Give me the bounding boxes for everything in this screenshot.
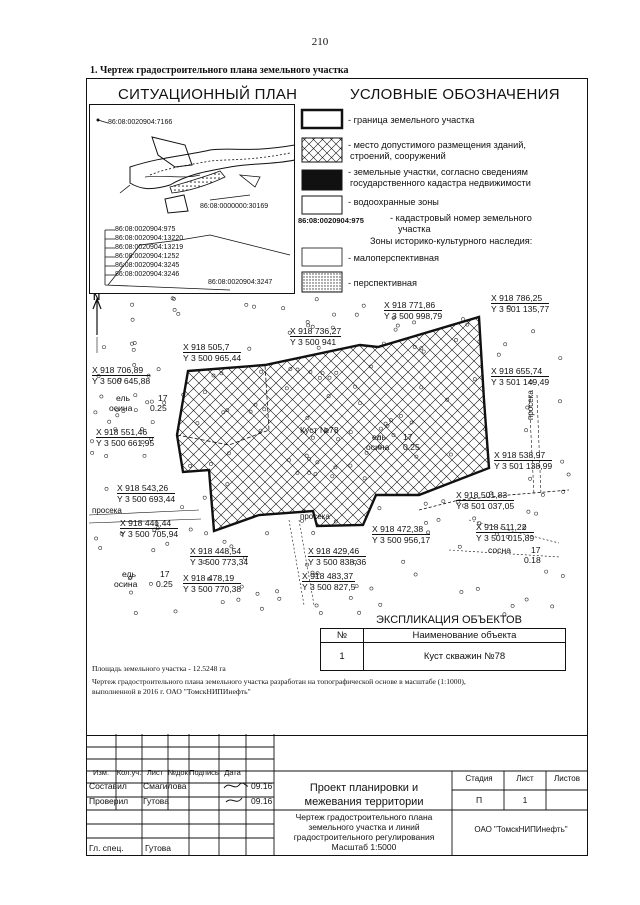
coord-label: X 918 551,46 Y 3 500 661,95 (96, 427, 155, 448)
vegetation-symbol (205, 532, 208, 535)
vegetation-symbol (189, 528, 192, 531)
explication-title: ЭКСПЛИКАЦИЯ ОБЪЕКТОВ (376, 614, 522, 626)
explication-row-name: Куст скважин №78 (364, 643, 566, 671)
coord-label: X 918 786,25 Y 3 501 135,77 (491, 293, 550, 314)
vegetation-symbol (131, 318, 134, 321)
vegetation-symbol (378, 507, 381, 510)
coord-label: X 918 655,74 Y 3 501 149,49 (491, 366, 550, 387)
vegetation-symbol (131, 303, 134, 306)
vegetation-symbol (157, 368, 160, 371)
legend-item-cadastre-1: - земельные участки, согласно сведениям (348, 167, 528, 177)
vegetation-symbol (282, 307, 285, 310)
vegetation-symbol (105, 487, 108, 490)
tree-label: ель (116, 393, 130, 403)
vegetation-symbol (149, 582, 152, 585)
explication-table (320, 628, 566, 671)
vegetation-symbol (276, 590, 279, 593)
tb-project-title (274, 781, 454, 809)
inset-label: 86:08:0020904:13220 (115, 235, 184, 242)
vegetation-symbol (370, 587, 373, 590)
north-arrow-label: N (93, 292, 101, 303)
coord-label: X 918 706,89 Y 3 500 645,88 (92, 365, 151, 386)
tree-label: сосна (488, 545, 511, 555)
vegetation-symbol (116, 414, 119, 417)
vegetation-symbol (278, 597, 281, 600)
legend-boundary-swatch (302, 110, 342, 128)
vegetation-symbol (245, 303, 248, 306)
vegetation-symbol (252, 305, 255, 308)
vegetation-symbol (545, 570, 548, 573)
legend-item-placement-2: строений, сооружений (350, 151, 446, 161)
vegetation-symbol (497, 353, 500, 356)
title-block-headers (86, 768, 274, 777)
coord-label: X 918 441,44 Y 3 500 705,94 (120, 518, 179, 539)
tb-stage-header: Стадия (465, 774, 493, 783)
legend-hatch-swatch (302, 138, 342, 162)
vegetation-symbol (535, 512, 538, 515)
vegetation-symbol (333, 313, 336, 316)
tree-label: 17 (158, 393, 168, 403)
clearing-label: просека (300, 512, 330, 521)
tb-drawing-title (274, 812, 454, 852)
legend-low-zone-swatch (302, 248, 342, 266)
vegetation-symbol (511, 604, 514, 607)
vegetation-symbol (413, 321, 416, 324)
vegetation-symbol (105, 454, 108, 457)
vegetation-symbol (312, 531, 315, 534)
tb-compiled-date: 09.16 (251, 781, 273, 791)
vegetation-symbol (134, 611, 137, 614)
vegetation-symbol (237, 598, 240, 601)
north-arrow (93, 299, 101, 335)
vegetation-symbol (99, 546, 102, 549)
tree-label: 17 (531, 545, 541, 555)
tb-compiled-name: Смагилова (143, 781, 187, 791)
coord-label: X 918 538,97 Y 3 501 138,99 (494, 450, 553, 471)
vegetation-symbol (95, 537, 98, 540)
coord-label: X 918 505,7 Y 3 500 965,44 (183, 342, 242, 363)
tree-label: 17 (160, 569, 170, 579)
vegetation-symbol (355, 313, 358, 316)
legend-cadastral-sample: 86:08:0020904:975 (298, 216, 364, 225)
vegetation-symbol (525, 598, 528, 601)
tb-organization: ОАО "ТомскНИПИнефть" (474, 825, 568, 834)
tb-header: Подпись (189, 768, 219, 777)
inset-label: 86:08:0020904:3245 (115, 262, 180, 269)
vegetation-symbol (143, 454, 146, 457)
vegetation-symbol (437, 518, 440, 521)
legend-water-zone-swatch (302, 196, 342, 214)
inset-label: 86:08:0020904:975 (115, 226, 176, 233)
vegetation-symbol (442, 500, 445, 503)
vegetation-symbol (90, 440, 93, 443)
tb-header: Лист (146, 768, 164, 777)
coord-label: X 918 543,26 Y 3 500 693,44 (117, 483, 176, 504)
vegetation-symbol (256, 592, 259, 595)
vegetation-symbol (94, 411, 97, 414)
legend-item-water-zone: - водоохранные зоны (348, 197, 439, 207)
vegetation-symbol (349, 596, 352, 599)
tb-chief-name: Гутова (145, 843, 171, 853)
vegetation-symbol (177, 312, 180, 315)
tb-header: №док. (168, 768, 190, 777)
tb-header: Изм. (92, 768, 110, 777)
vegetation-symbol (173, 308, 176, 311)
vegetation-symbol (414, 573, 417, 576)
tb-compiled-role: Составил (89, 781, 127, 791)
legend-heritage-header: Зоны историко-культурного наследия: (370, 236, 533, 246)
coord-label: X 918 448,54 Y 3 500 773,34 (190, 546, 249, 567)
tb-checked-name: Гутова (143, 796, 169, 806)
coord-label: X 918 771,86 Y 3 500 998,79 (384, 300, 443, 321)
tb-header: Кол.уч. (116, 768, 142, 777)
vegetation-symbol (108, 420, 111, 423)
signatures (220, 778, 250, 838)
legend-promising-zone-swatch (302, 272, 342, 292)
survey-note-line2: выполненной в 2016 г. ОАО "ТомскНИПИнефть" (92, 687, 251, 696)
tree-label: осина (109, 403, 133, 413)
tb-drawing-line: градостроительного регулирования (293, 832, 435, 842)
inset-label: 86:08:0020904:13219 (115, 244, 184, 251)
clearing-label: просека (526, 390, 535, 420)
vegetation-symbol (561, 460, 564, 463)
vegetation-symbol (402, 560, 405, 563)
page-number: 210 (311, 36, 329, 48)
tree-label: ель (372, 432, 386, 442)
explication-col-no: № (321, 629, 364, 643)
tb-project-line2: межевания территории (304, 796, 424, 808)
coord-label: X 918 736,27 Y 3 500 941 (290, 326, 342, 347)
tb-header: Дата (224, 768, 241, 777)
vegetation-symbol (134, 409, 137, 412)
tb-drawing-line: Масштаб 1:5000 (331, 842, 397, 852)
legend-item-cadastre-2: государственного кадастра недвижимости (350, 178, 531, 188)
legend-item-cadastral-2: участка (398, 224, 431, 234)
tree-label: ель (122, 569, 136, 579)
vegetation-symbol (134, 394, 137, 397)
vegetation-symbol (424, 502, 427, 505)
vegetation-symbol (100, 395, 103, 398)
vegetation-symbol (91, 451, 94, 454)
vegetation-symbol (473, 517, 476, 520)
vegetation-symbol (174, 610, 177, 613)
tb-drawing-line: земельного участка и линий (308, 822, 420, 832)
vegetation-symbol (559, 357, 562, 360)
vegetation-symbol (260, 607, 263, 610)
vegetation-symbol (319, 611, 322, 614)
vegetation-symbol (129, 591, 132, 594)
vegetation-symbol (315, 604, 318, 607)
vegetation-symbol (221, 601, 224, 604)
vegetation-symbol (525, 429, 528, 432)
vegetation-symbol (476, 587, 479, 590)
coord-label: X 918 472,38 Y 3 500 956,17 (372, 524, 431, 545)
legend-item-boundary: - граница земельного участка (348, 115, 475, 125)
situation-plan-title: СИТУАЦИОННЫЙ ПЛАН (118, 86, 298, 103)
area-note: Площадь земельного участка - 12.5248 га (92, 664, 226, 673)
vegetation-symbol (558, 400, 561, 403)
vegetation-symbol (529, 477, 532, 480)
vegetation-symbol (355, 585, 358, 588)
vegetation-symbol (379, 603, 382, 606)
document-title: 1. Чертеж градостроительного плана земельного участка (90, 65, 349, 76)
legend-item-low-zone: - малоперспективная (348, 253, 439, 263)
legend-item-cadastral-1: - кадастровый номер земельного (390, 213, 532, 223)
tb-sheet-header: Лист (516, 774, 534, 783)
explication-col-name: Наименование объекта (364, 629, 566, 643)
vegetation-symbol (396, 324, 399, 327)
tb-sheets-header: Листов (554, 774, 580, 783)
tree-label: 0.25 (150, 403, 167, 413)
vegetation-symbol (181, 506, 184, 509)
vegetation-symbol (567, 473, 570, 476)
inset-label: 86:08:0020904:7166 (108, 119, 173, 126)
vegetation-symbol (362, 304, 365, 307)
tree-label: осина (366, 442, 390, 452)
vegetation-symbol (315, 298, 318, 301)
coord-label: X 918 511,22 Y 3 501 015,89 (476, 522, 535, 543)
legend-item-promising-zone: - перспективная (348, 278, 417, 288)
legend-cadastre-swatch (302, 170, 342, 190)
vegetation-symbol (152, 549, 155, 552)
vegetation-symbol (541, 493, 544, 496)
situation-plan-inset (89, 104, 295, 294)
vegetation-symbol (132, 348, 135, 351)
inset-label: 86:08:0020904:3246 (115, 271, 180, 278)
vegetation-symbol (527, 510, 530, 513)
tree-label: осина (114, 579, 138, 589)
inset-label: 86:08:0000000:30169 (200, 203, 269, 210)
tb-checked-role: Проверил (89, 796, 129, 806)
vegetation-symbol (458, 545, 461, 548)
inset-label: 86:08:0020904:3247 (208, 279, 273, 286)
coord-label: X 918 478,19 Y 3 500 770,38 (183, 573, 242, 594)
tb-stage-value: П (475, 795, 483, 805)
well-cluster-label: Куст №78 (300, 425, 339, 435)
legend-item-placement-1: - место допустимого размещения зданий, (348, 140, 526, 150)
vegetation-symbol (203, 496, 206, 499)
vegetation-symbol (561, 574, 564, 577)
vegetation-symbol (223, 540, 226, 543)
tb-drawing-line: Чертеж градостроительного плана (295, 812, 433, 822)
vegetation-symbol (102, 346, 105, 349)
explication-row-no: 1 (321, 643, 364, 671)
vegetation-symbol (394, 328, 397, 331)
vegetation-symbol (358, 611, 361, 614)
tb-sheet-value: 1 (522, 795, 528, 805)
tb-checked-date: 09.16 (251, 796, 273, 806)
tb-project-line1: Проект планировки и (309, 782, 419, 794)
survey-note-line1: Чертеж градостроительного плана земельного участка разработан на топографической основе в масштабе (1:1000), (92, 677, 466, 686)
vegetation-symbol (504, 343, 507, 346)
vegetation-symbol (248, 347, 251, 350)
coord-label: X 918 429,46 Y 3 500 838,36 (308, 546, 367, 567)
vegetation-symbol (266, 532, 269, 535)
tree-label: 0.25 (156, 579, 173, 589)
tree-label: 0.25 (403, 442, 420, 452)
vegetation-symbol (146, 401, 149, 404)
vegetation-symbol (166, 542, 169, 545)
tree-label: 0.18 (524, 555, 541, 565)
vegetation-symbol (151, 421, 154, 424)
legend-title: УСЛОВНЫЕ ОБОЗНАЧЕНИЯ (350, 86, 560, 103)
vegetation-symbol (460, 590, 463, 593)
coord-label: X 918 483,37 Y 3 500 827,5 (302, 571, 356, 592)
clearing-label: просека (92, 506, 122, 515)
inset-label: 86:08:0020904:1252 (115, 253, 180, 260)
coord-label: X 918 501,83 Y 3 501 037,05 (456, 490, 515, 511)
vegetation-symbol (306, 320, 309, 323)
vegetation-symbol (551, 605, 554, 608)
vegetation-symbol (532, 330, 535, 333)
tree-label: 17 (403, 432, 413, 442)
tb-chief-role: Гл. спец. (89, 843, 124, 853)
